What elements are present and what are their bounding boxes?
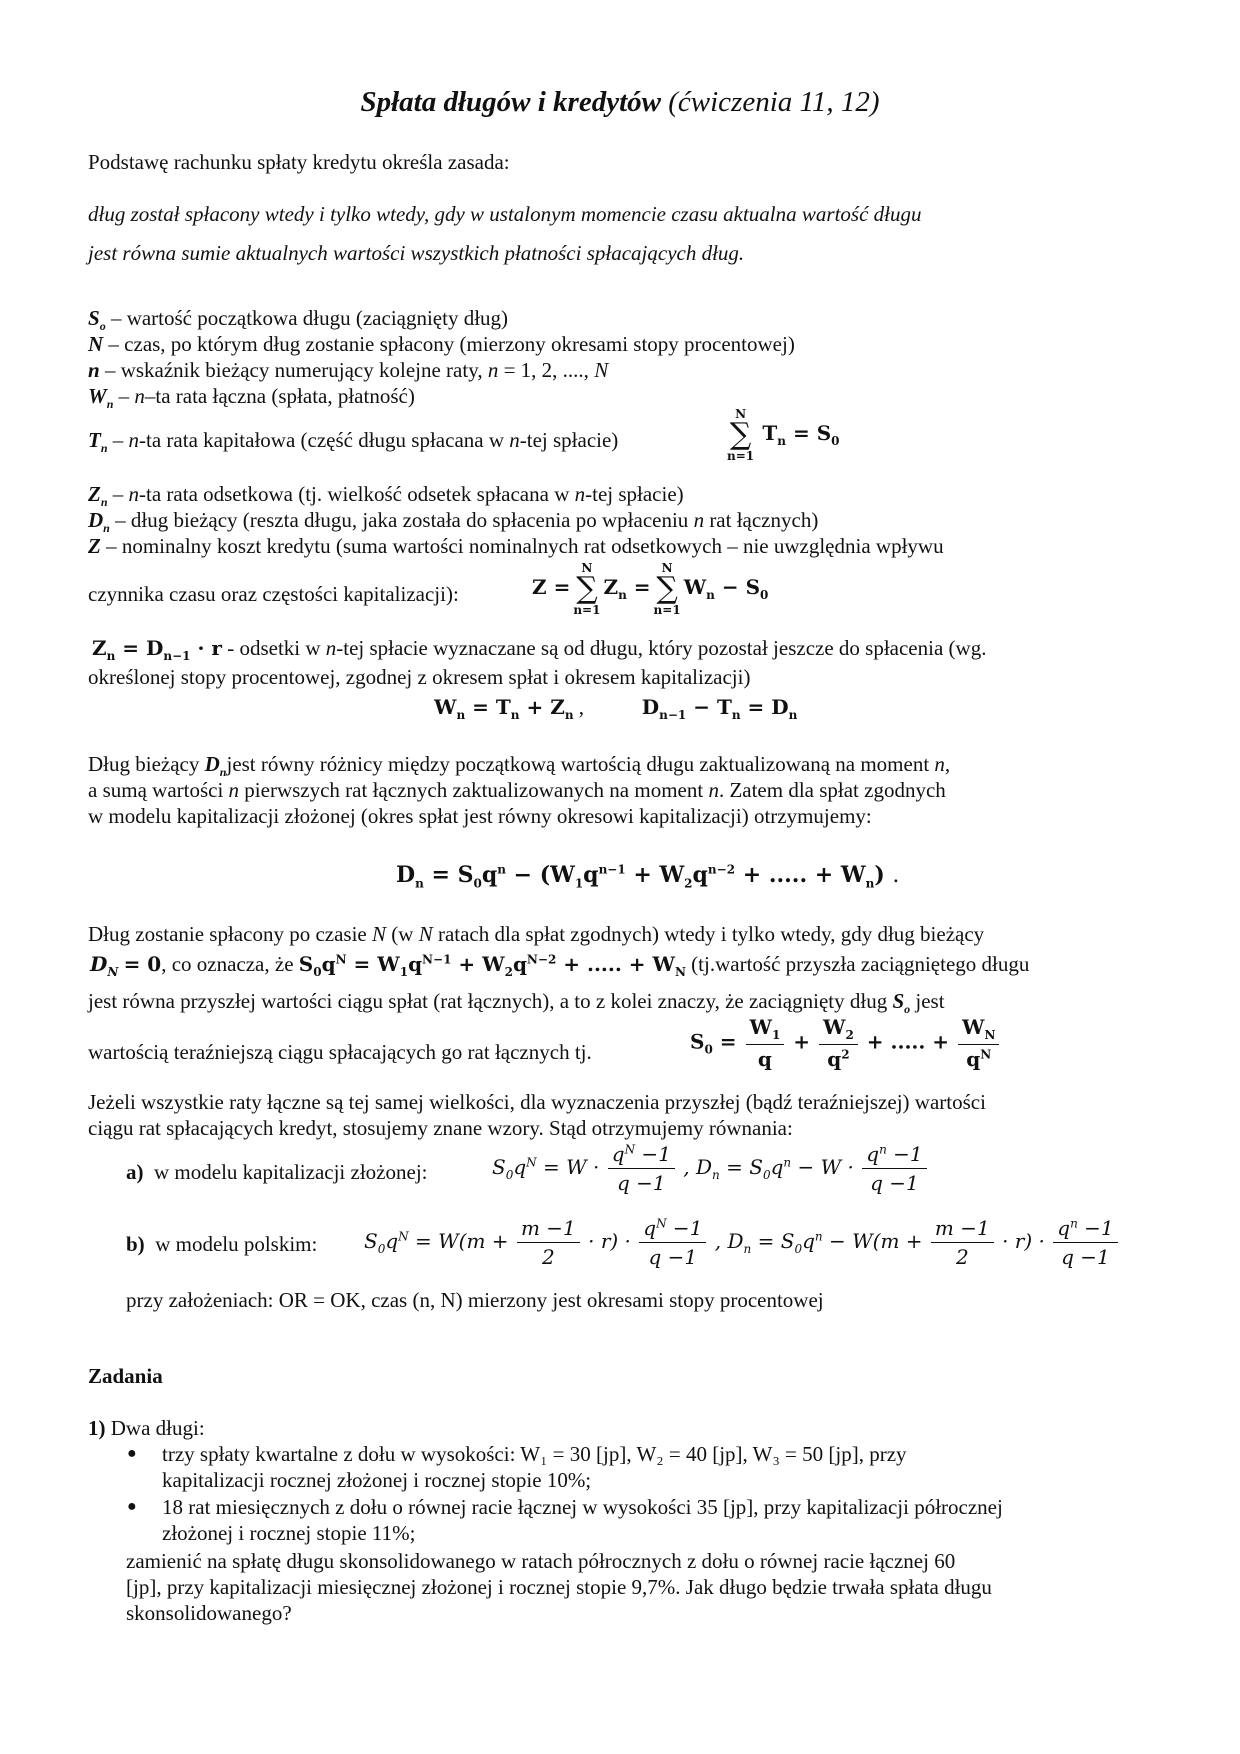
task-1	[88, 1416, 205, 1441]
task-1-body-line-2: [jp], przy kapitalizacji miesięcznej złożonej i rocznej stopie 9,7%. Jak długo będzie trwała spłata długu	[126, 1575, 992, 1599]
interest-text-b: -tej spłacie wyznaczane są od długu, który pozostał jeszcze do spłacenia (wg.	[336, 636, 987, 660]
formula-z: Z = N ∑ n=1 $Z_n$ = N ∑ n=1 $W_n - S_0$	[532, 561, 769, 617]
cd-text-2a: a sumą wartości	[88, 778, 224, 802]
def-z-text: – nominalny koszt kredytu (suma wartości nominalnych rat odsetkowych – nie uwzględnia wpływu	[106, 534, 944, 558]
rp-text-3a: jest równa przyszłej wartości ciągu spłat (rat łącznych), a to z kolei znaczy, że zaciągnięty dług	[88, 989, 888, 1013]
task-1-body-line-3: skonsolidowanego?	[126, 1601, 292, 1625]
repaid-line-4	[88, 1040, 592, 1065]
task-1-bullet-1-line-1: trzy spłaty kwartalne z dołu w wysokości: W₁ = 30 [jp], W₂ = 40 [jp], W₃ = 50 [jp], przy	[162, 1442, 907, 1466]
def-n-text: – wskaźnik bieżący numerujący kolejne raty,	[104, 358, 483, 382]
rp-text-4: wartością teraźniejszą ciągu spłacających go rat łącznych tj.	[88, 1040, 592, 1064]
rp-text-1a: Dług zostanie spłacony po czasie	[88, 922, 367, 946]
repaid-line-2: $D_N = 0$, co oznacza, że $S_0q^N = W_1q^{N-1} + W_2q^{N-2}$ + ..... + $W_N$ (tj.wartość przyszła zaciągniętego długu	[90, 952, 1030, 979]
def-s0: $S_o$ – wartość początkowa długu (zaciągnięty dług)	[88, 306, 509, 334]
cd-text-2c: . Zatem dla spłat zgodnych	[718, 778, 946, 802]
task-1-bullet-1-line-2: kapitalizacji rocznej złożonej i rocznej stopie 10%;	[162, 1468, 592, 1492]
rp-text-1b: (w	[391, 922, 414, 946]
bullet-icon: ●	[127, 1445, 137, 1462]
current-debt-line-1: Dług bieżący $D_njest$ równy różnicy między początkową wartością długu zaktualizowaną na moment n,	[88, 752, 951, 780]
interest-text-a: - odsetki w	[227, 636, 321, 660]
def-N-text: – czas, po którym dług zostanie spłacony (mierzony okresami stopy procentowej)	[108, 332, 795, 356]
def-zn-text: -ta rata odsetkowa (tj. wielkość odsetek spłacana w	[139, 482, 570, 506]
task-1-label: 1)	[88, 1416, 106, 1440]
repaid-line-3: jest równa przyszłej wartości ciągu spłat (rat łącznych), a to z kolei znaczy, że zaciągnięty dług $S_o$ jest	[88, 989, 945, 1017]
model-b	[126, 1232, 317, 1257]
rp-text-2b: (tj.wartość przyszła zaciągniętego długu	[691, 952, 1030, 976]
formula-wn-dn: $W_n = T_n + Z_n$ , $D_{n-1} - T_n = D_n$	[434, 695, 798, 722]
def-n-range: = 1, 2, ....,	[503, 358, 595, 382]
task-1-body-line-1: zamienić na spłatę długu skonsolidowanego w ratach półrocznych z dołu o równej racie łącznej 60	[126, 1549, 956, 1573]
tasks-heading: Zadania	[88, 1364, 163, 1388]
model-a-text: w modelu kapitalizacji złożonej:	[154, 1160, 428, 1184]
equal-line-1: Jeżeli wszystkie raty łączne są tej samej wielkości, dla wyznaczenia przyszłej (bądź teraźniejszej) wartości	[88, 1090, 986, 1114]
equal-line-2: ciągu rat spłacających kredyt, stosujemy znane wzory. Stąd otrzymujemy równania:	[88, 1116, 793, 1140]
def-z-line-2: czynnika czasu oraz częstości kapitalizacji):	[88, 582, 459, 606]
task-1-bullet-2-line-1: 18 rat miesięcznych z dołu o równej racie łącznej w wysokości 35 [jp], przy kapitalizacji półrocznej	[162, 1495, 1003, 1519]
principle-line-1: dług został spłacony wtedy i tylko wtedy, gdy w ustalonym momencie czasu aktualna wartość długu	[88, 202, 922, 226]
title-main: Spłata długów i kredytów	[360, 86, 661, 118]
formula-s0: $S_0$ = $\frac{W_1}{q}$ + $\frac{W_2}{q^2}$ + ..... + $\frac{W_N}{q^N}$	[690, 1015, 1001, 1071]
cd-text-1b: jest równy różnicy między początkową wartością długu zaktualizowaną na moment	[226, 752, 930, 776]
task-1-intro: Dwa długi:	[110, 1416, 205, 1440]
def-tn: $T_n - n-ta$ rata kapitałowa (część długu spłacana w n-tej spłacie)	[88, 428, 619, 456]
current-debt-line-2: a sumą wartości n pierwszych rat łącznych zaktualizowanych na moment n. Zatem dla spłat zgodnych	[88, 778, 946, 802]
def-dn-text-2: rat łącznych)	[709, 508, 819, 532]
title-sub: (ćwiczenia 11, 12)	[668, 86, 880, 118]
formula-model-a: $S_0q^N = W$ · $\frac{q^N -1}{q -1}$ , $D_n = S_0q^n - W$ · $\frac{q^n -1}{q -1}$	[492, 1142, 929, 1195]
def-N: N – czas, po którym dług zostanie spłacony (mierzony okresami stopy procentowej)	[88, 332, 795, 356]
rp-text-1c: ratach dla spłat zgodnych) wtedy i tylko wtedy, gdy dług bieżący	[437, 922, 985, 946]
def-dn-text: – dług bieżący (reszta długu, jaka została do spłacenia po wpłaceniu	[115, 508, 689, 532]
task-1-bullet-2-line-2: złożonej i rocznej stopie 11%;	[162, 1521, 416, 1545]
formula-sum-tn: N ∑ n=1 $T_n = S_0$	[727, 407, 840, 463]
def-s0-text: – wartość początkowa długu (zaciągnięty dług)	[110, 306, 509, 330]
def-wn-text: –ta rata łączna (spłata, płatność)	[144, 384, 415, 408]
bullet-icon: ●	[127, 1498, 137, 1515]
page-title	[0, 86, 1240, 119]
current-debt-line-3: w modelu kapitalizacji złożonej (okres spłat jest równy okresowi kapitalizacji) otrzymujemy:	[88, 804, 872, 828]
rp-text-3b: jest	[915, 989, 945, 1013]
formula-model-b: $S_0q^N = W(m$ + $\frac{m -1}{2}$ · r) · $\frac{q^N -1}{q -1}$ , $D_n = S_0q^n - W(m$ + $\frac{m -1}{2}$ · r) · $\frac{q^n -1}{q -1}$	[364, 1216, 1120, 1269]
def-tn-text: -ta rata kapitałowa (część długu spłacana w	[139, 428, 505, 452]
def-wn: $W_n - n-ta$ rata łączna (spłata, płatność)	[88, 384, 415, 412]
def-zn: $Z_n - n-ta$ rata odsetkowa (tj. wielkość odsetek spłacana w n-tej spłacie)	[88, 482, 684, 510]
model-a	[126, 1160, 427, 1185]
formula-dn: $D_n = S_0q^n - (W_1q^{n-1} + W_2q^{n-2}$ + ..... + $W_n$) .	[396, 862, 900, 891]
cd-text-2b: pierwszych rat łącznych zaktualizowanych na moment	[244, 778, 704, 802]
principle-line-2: jest równa sumie aktualnych wartości wszystkich płatności spłacających dług.	[88, 241, 745, 265]
rp-text-2a: , co oznacza, że	[161, 952, 294, 976]
interest-line-2: określonej stopy procentowej, zgodnej z okresem spłat i okresem kapitalizacji)	[88, 665, 751, 689]
model-b-label: b)	[126, 1232, 145, 1256]
def-tn-text-2: -tej spłacie)	[519, 428, 619, 452]
def-n: n – wskaźnik bieżący numerujący kolejne raty, n = 1, 2, ...., N	[88, 358, 609, 382]
intro-text: Podstawę rachunku spłaty kredytu określa zasada:	[88, 150, 510, 174]
model-a-label: a)	[126, 1160, 144, 1184]
assumption-text: przy założeniach: OR = OK, czas (n, N) mierzony jest okresami stopy procentowej	[126, 1288, 824, 1312]
def-dn: $D_n$ – dług bieżący (reszta długu, jaka została do spłacenia po wpłaceniu n rat łącznych)	[88, 508, 819, 536]
cd-text-1a: Dług bieżący	[88, 752, 200, 776]
interest-line-1: $Z_n = D_{n-1} \cdot r$ - odsetki w n-tej spłacie wyznaczane są od długu, który pozostał jeszcze do spłacenia (wg.	[92, 636, 987, 663]
def-zn-text-2: -tej spłacie)	[585, 482, 684, 506]
model-b-text: w modelu polskim:	[155, 1232, 318, 1256]
repaid-line-1: Dług zostanie spłacony po czasie N (w N ratach dla spłat zgodnych) wtedy i tylko wtedy, gdy dług bieżący	[88, 922, 985, 946]
def-z: Z – nominalny koszt kredytu (suma wartości nominalnych rat odsetkowych – nie uwzględnia wpływu	[88, 534, 944, 558]
